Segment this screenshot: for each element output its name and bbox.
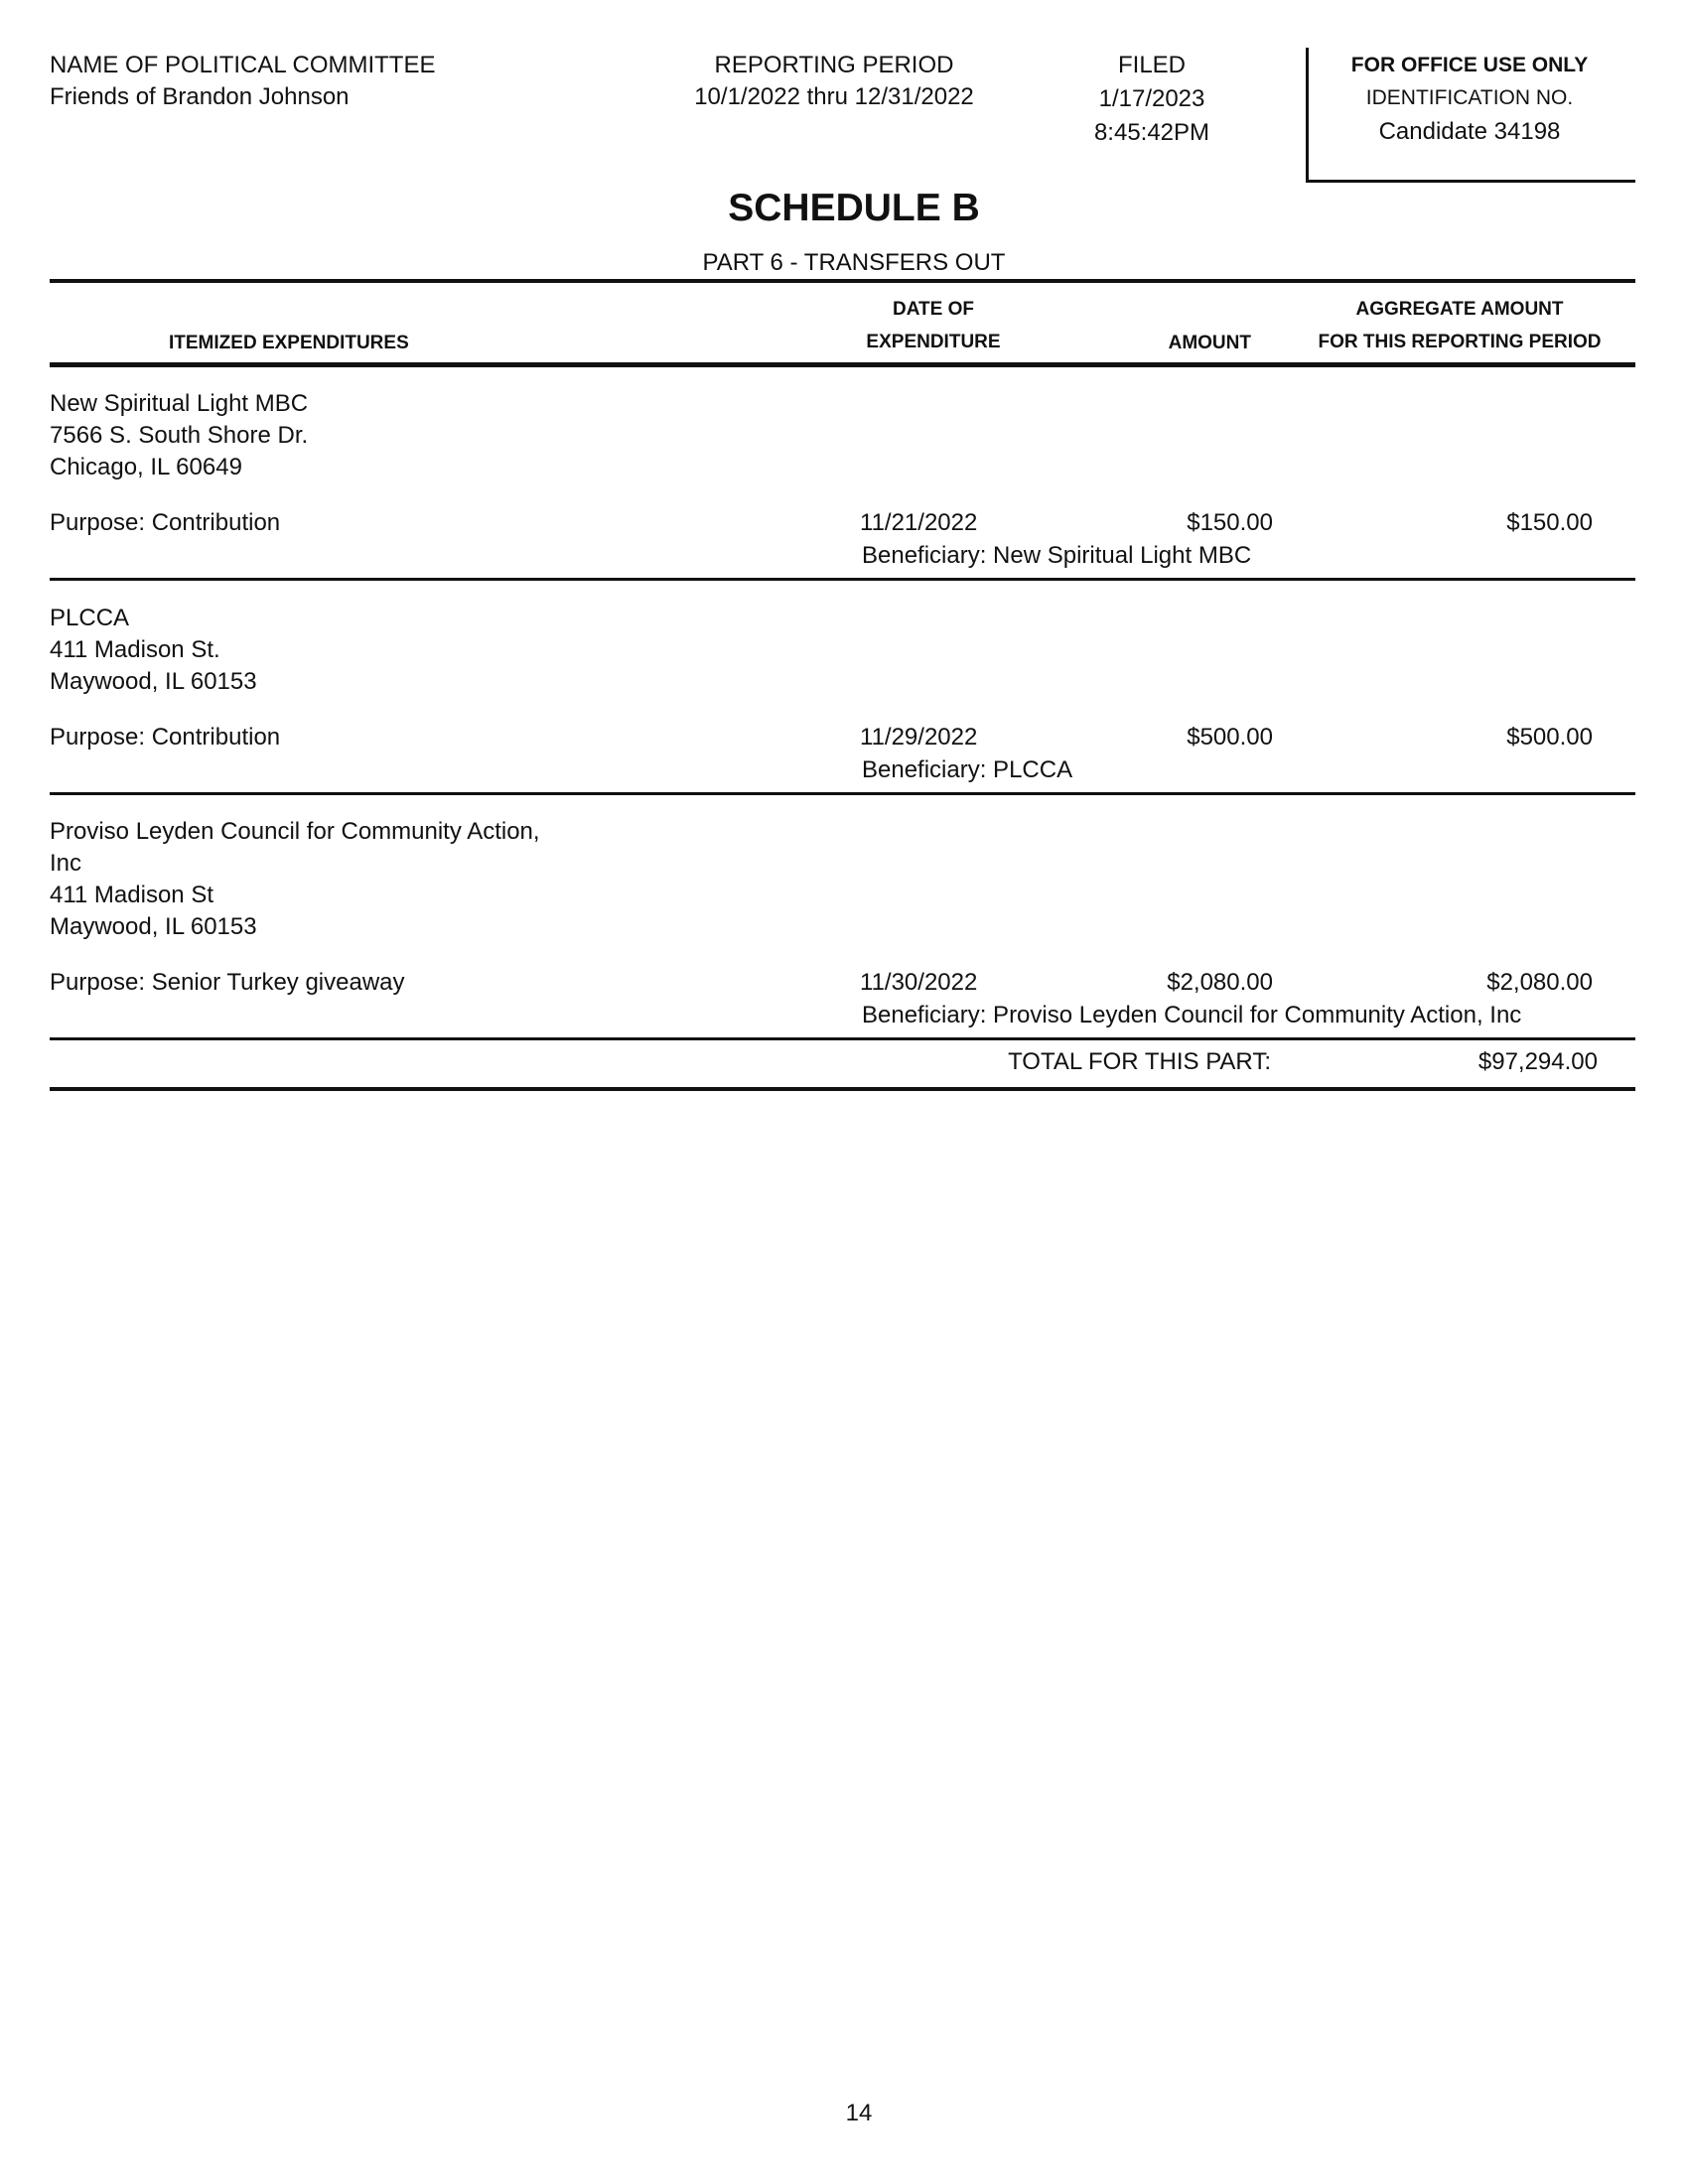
page-number: 14	[845, 2100, 873, 2126]
payee-street: 411 Madison St	[50, 882, 213, 908]
entry-aggregate: $2,080.00	[1486, 969, 1593, 996]
payee-city: Chicago, IL 60649	[50, 454, 242, 480]
entry-aggregate: $500.00	[1506, 724, 1593, 751]
identification-value: Candidate 34198	[1378, 118, 1561, 145]
entry-beneficiary: Beneficiary: PLCCA	[862, 756, 1073, 783]
entry-divider	[50, 578, 1635, 581]
committee-name: Friends of Brandon Johnson	[50, 83, 350, 110]
col-date-line1: DATE OF	[893, 299, 974, 320]
payee-name-cont: Inc	[50, 850, 82, 877]
total-value: $97,294.00	[1477, 1048, 1598, 1075]
entry-address	[50, 388, 308, 483]
col-date-line2: EXPENDITURE	[866, 332, 1001, 352]
payee-city: Maywood, IL 60153	[50, 668, 257, 695]
entry-purpose: Purpose: Senior Turkey giveaway	[50, 969, 405, 996]
entry-amount: $2,080.00	[1167, 969, 1273, 996]
col-aggregate-line2: FOR THIS REPORTING PERIOD	[1318, 332, 1602, 352]
office-use-label: FOR OFFICE USE ONLY	[1350, 54, 1589, 76]
entry-purpose: Purpose: Contribution	[50, 724, 281, 751]
entry-divider	[50, 1037, 1635, 1040]
payee-street: 7566 S. South Shore Dr.	[50, 422, 309, 449]
payee-street: 411 Madison St.	[50, 636, 220, 663]
entry-date: 11/30/2022	[860, 969, 978, 996]
payee-name: New Spiritual Light MBC	[50, 390, 309, 417]
payee-city: Maywood, IL 60153	[50, 913, 257, 940]
total-label: TOTAL FOR THIS PART:	[1008, 1048, 1271, 1075]
filed-label: FILED	[1117, 52, 1186, 78]
col-itemized-expenditures: ITEMIZED EXPENDITURES	[169, 333, 409, 353]
schedule-subtitle: PART 6 - TRANSFERS OUT	[702, 249, 1006, 276]
entry-date: 11/29/2022	[860, 724, 978, 751]
header-bottom-rule	[50, 362, 1635, 367]
identification-label: IDENTIFICATION NO.	[1365, 86, 1574, 109]
total-bottom-rule	[50, 1087, 1635, 1091]
entry-divider	[50, 792, 1635, 795]
entry-amount: $500.00	[1187, 724, 1273, 751]
filed-date: 1/17/2023	[1098, 85, 1205, 112]
entry-date: 11/21/2022	[860, 509, 978, 536]
committee-label: NAME OF POLITICAL COMMITTEE	[50, 52, 436, 78]
entry-amount: $150.00	[1187, 509, 1273, 536]
payee-name: Proviso Leyden Council for Community Action,	[50, 818, 540, 845]
entry-beneficiary: Beneficiary: Proviso Leyden Council for Community Action, Inc	[862, 1002, 1522, 1028]
entry-aggregate: $150.00	[1506, 509, 1593, 536]
schedule-title: SCHEDULE B	[728, 187, 980, 229]
reporting-period-label: REPORTING PERIOD	[714, 52, 954, 78]
filed-time: 8:45:42PM	[1093, 119, 1210, 146]
header-top-rule	[50, 279, 1635, 283]
entry-beneficiary: Beneficiary: New Spiritual Light MBC	[862, 542, 1252, 569]
payee-name: PLCCA	[50, 605, 130, 631]
col-amount: AMOUNT	[1168, 333, 1251, 353]
col-aggregate-line1: AGGREGATE AMOUNT	[1355, 299, 1564, 320]
entry-purpose: Purpose: Contribution	[50, 509, 281, 536]
entry-address	[50, 603, 257, 698]
entry-address	[50, 816, 540, 943]
reporting-period-value: 10/1/2022 thru 12/31/2022	[694, 83, 974, 110]
